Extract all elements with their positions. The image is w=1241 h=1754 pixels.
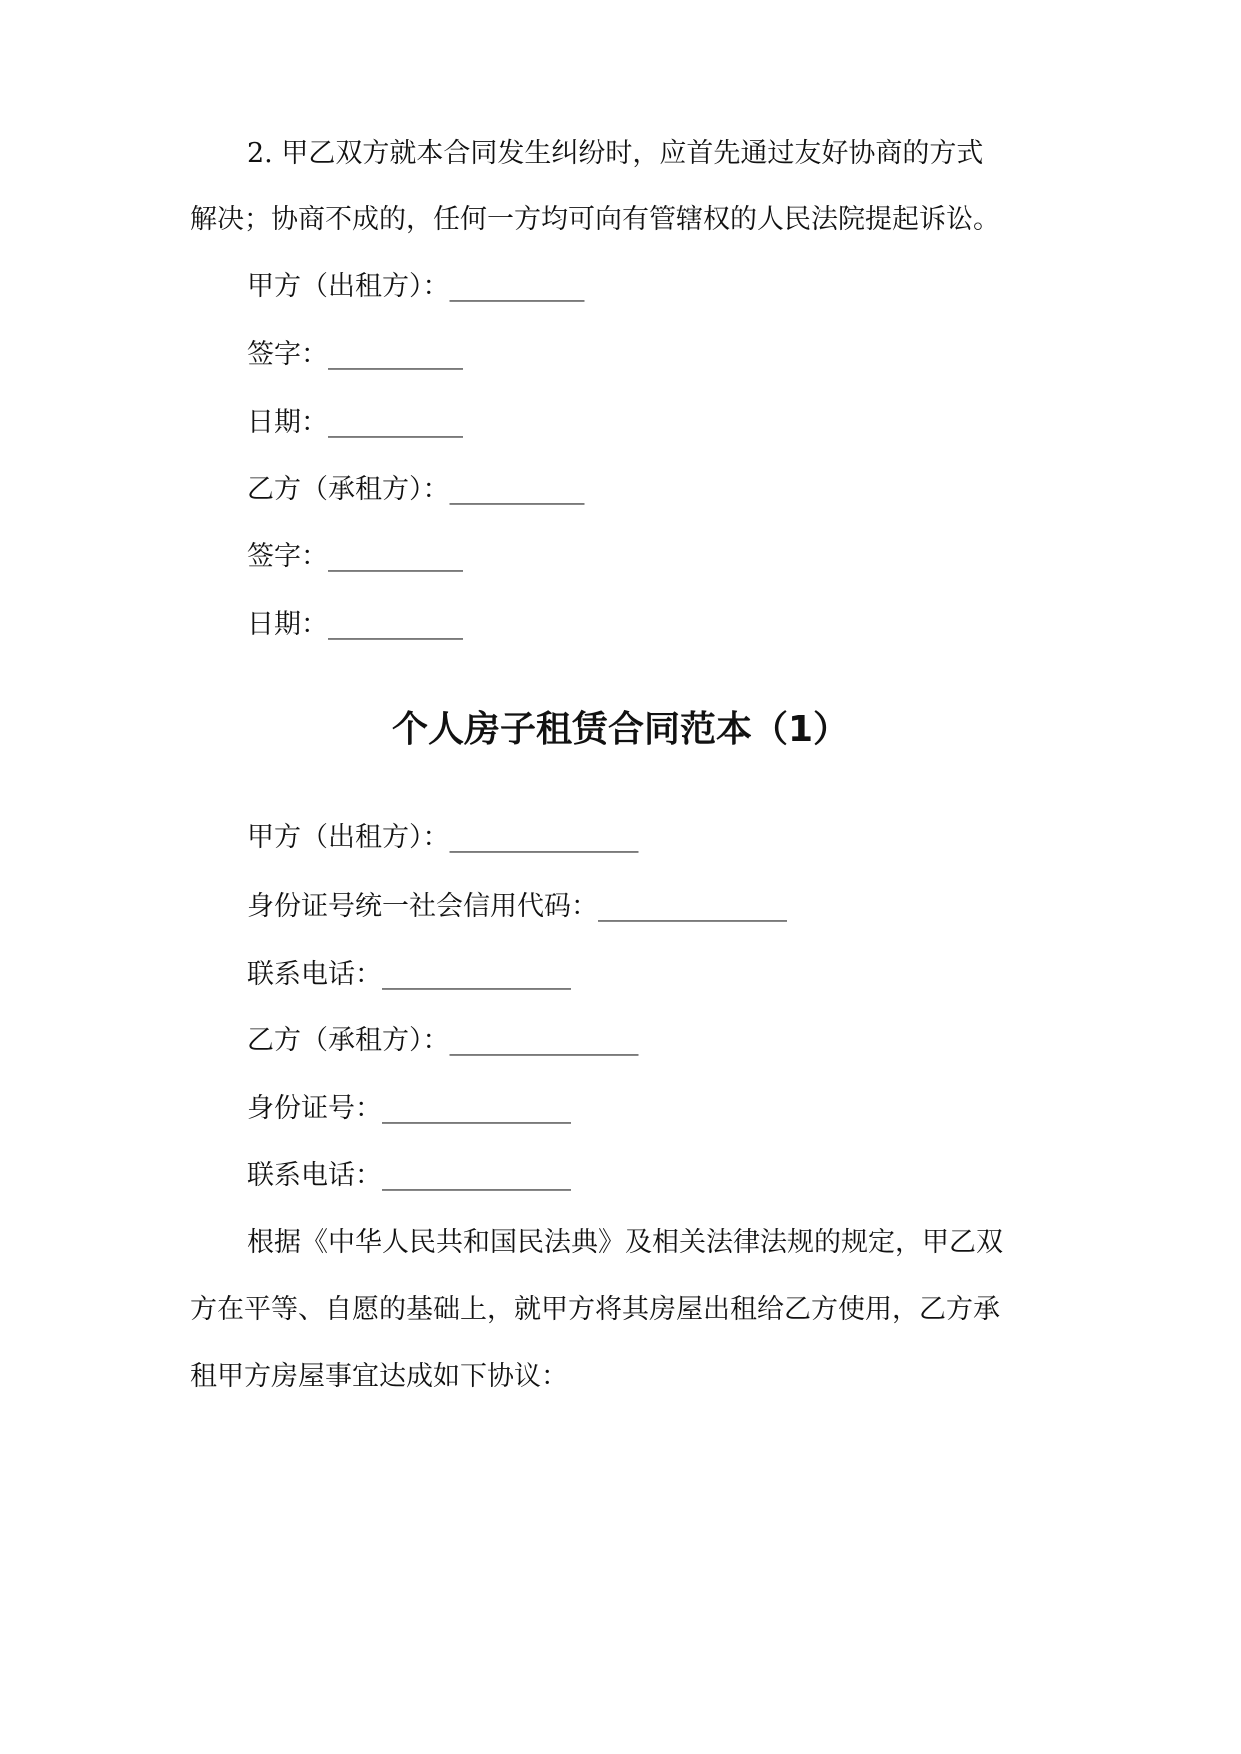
- lessee-label: 乙方（承租方）：: [247, 1025, 450, 1056]
- lessee-id-row: [247, 1089, 1107, 1129]
- lessee-blank: ______________: [449, 1025, 639, 1056]
- lessee-id-blank: ______________: [382, 1093, 571, 1124]
- sign-b-blank: __________: [328, 541, 463, 572]
- party-b-date-row: [247, 605, 1107, 645]
- party-a-date-row: [247, 403, 1107, 443]
- intro-line-2: 方在平等、自愿的基础上，就甲方将其房屋出租给乙方使用，乙方承: [190, 1294, 1000, 1325]
- lessee-phone-row: [247, 1156, 1107, 1196]
- party-a-signature-row: [247, 267, 1107, 307]
- lessor-row: [247, 818, 1107, 858]
- date-b-blank: __________: [328, 609, 463, 640]
- lessee-phone-blank: ______________: [382, 1160, 571, 1191]
- party-a-blank: __________: [449, 271, 585, 302]
- sign-a-label: 签字：: [247, 339, 328, 370]
- party-b-sign-row: [247, 537, 1107, 577]
- intro-line-3: 租甲方房屋事宜达成如下协议：: [190, 1361, 568, 1392]
- party-b-label: 乙方（承租方）：: [247, 474, 450, 505]
- lessor-phone-row: [247, 955, 1107, 995]
- party-a-sign-row: [247, 335, 1107, 375]
- lessor-blank: ______________: [449, 822, 639, 853]
- date-a-blank: __________: [328, 407, 463, 438]
- date-a-label: 日期：: [247, 407, 328, 438]
- sign-b-label: 签字：: [247, 541, 328, 572]
- party-b-signature-row: [247, 470, 1107, 510]
- party-a-label: 甲方（出租方）：: [247, 271, 450, 302]
- lessor-id-label: 身份证号统一社会信用代码：: [247, 891, 598, 922]
- lessor-phone-label: 联系电话：: [247, 959, 382, 990]
- party-b-blank: __________: [449, 474, 585, 505]
- date-b-label: 日期：: [247, 609, 328, 640]
- lessor-phone-blank: ______________: [382, 959, 571, 990]
- lessor-id-row: [247, 887, 1107, 927]
- lessee-row: [247, 1021, 1107, 1061]
- intro-line-1: 根据《中华人民共和国民法典》及相关法律法规的规定，甲乙双: [247, 1227, 1003, 1258]
- sign-a-blank: __________: [328, 339, 463, 370]
- lessee-phone-label: 联系电话：: [247, 1160, 382, 1191]
- clause-2-line-1: 2. 甲乙双方就本合同发生纠纷时，应首先通过友好协商的方式: [247, 138, 984, 169]
- lessor-label: 甲方（出租方）：: [247, 822, 450, 853]
- clause-2-line-2: 解决；协商不成的，任何一方均可向有管辖权的人民法院提起诉讼。: [190, 204, 1000, 235]
- lessor-id-blank: ______________: [598, 891, 787, 922]
- lessee-id-label: 身份证号：: [247, 1093, 382, 1124]
- contract-title: 个人房子租赁合同范本（1）: [391, 709, 850, 750]
